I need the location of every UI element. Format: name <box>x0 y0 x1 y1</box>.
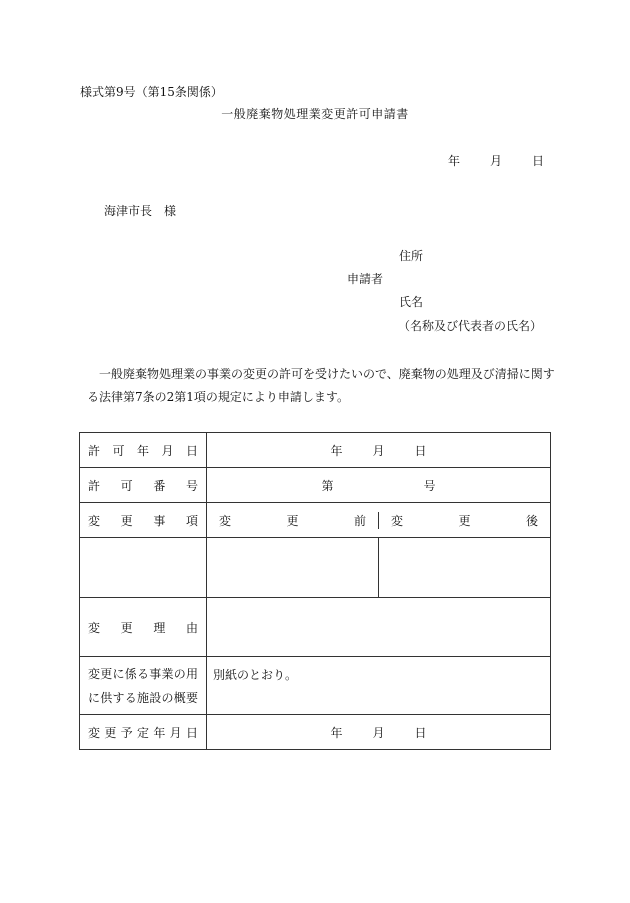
form-number: 様式第9号（第15条関係） <box>80 85 223 99</box>
after-content[interactable] <box>379 538 550 597</box>
reason-value[interactable] <box>207 598 551 657</box>
permit-number-label: 許可番号 <box>88 478 198 493</box>
permit-year-label: 年 <box>330 443 343 458</box>
before-content[interactable] <box>207 538 379 597</box>
change-content-cell <box>207 538 551 598</box>
row-change-items-header <box>80 503 551 538</box>
permit-number-prefix: 第 <box>321 478 334 493</box>
row-facility-overview <box>80 657 551 715</box>
facility-label-line1: 変更に係る事業の用 <box>88 666 198 681</box>
scheduled-year-label: 年 <box>330 725 343 740</box>
scheduled-date-label: 変更予定年月日 <box>88 725 198 740</box>
reason-label-cell <box>80 598 207 657</box>
permit-month-label: 月 <box>372 443 385 458</box>
change-items-label-cell <box>80 503 207 538</box>
row-permit-date <box>80 433 551 468</box>
permit-day-label: 日 <box>414 443 427 458</box>
scheduled-day-label: 日 <box>414 725 427 740</box>
applicant-label: 申請者 <box>347 272 384 286</box>
permit-number-suffix: 号 <box>423 478 436 493</box>
reason-label: 変更理由 <box>88 620 198 635</box>
before-label: 変更前 <box>219 513 366 528</box>
change-items-label: 変更事項 <box>88 513 198 528</box>
permit-number-value[interactable] <box>207 468 551 503</box>
facility-label-line2: に供する施設の概要 <box>88 690 198 705</box>
application-statement: 一般廃棄物処理業の事業の変更の許可を受けたいので、廃棄物の処理及び清掃に関する法律第7条の2第1項の規定により申請します。 <box>87 367 555 404</box>
facility-label-cell <box>80 657 207 715</box>
permit-number-label-cell <box>80 468 207 503</box>
name-label: 氏名 <box>399 295 424 309</box>
scheduled-date-value[interactable] <box>207 715 551 750</box>
change-items-blank-cell <box>80 538 207 598</box>
addressee: 海津市長 様 <box>104 204 177 218</box>
date-month-label: 月 <box>490 154 503 168</box>
row-change-items-content <box>80 538 551 598</box>
permit-date-value[interactable] <box>207 433 551 468</box>
facility-value-text: 別紙のとおり。 <box>213 668 298 682</box>
address-label: 住所 <box>399 249 424 263</box>
row-permit-number <box>80 468 551 503</box>
document-title: 一般廃棄物処理業変更許可申請書 <box>221 107 409 121</box>
document-date <box>448 155 544 167</box>
facility-value[interactable] <box>207 657 551 715</box>
date-year-label: 年 <box>448 154 461 168</box>
row-change-reason <box>80 598 551 657</box>
date-day-label: 日 <box>532 154 545 168</box>
row-scheduled-date <box>80 715 551 750</box>
after-label: 変更後 <box>391 513 538 528</box>
scheduled-date-label-cell <box>80 715 207 750</box>
permit-date-label: 許可年月日 <box>88 443 198 458</box>
name-note: （名称及び代表者の氏名） <box>398 319 543 333</box>
change-before-after-header <box>207 503 551 538</box>
scheduled-month-label: 月 <box>372 725 385 740</box>
permit-date-label-cell <box>80 433 207 468</box>
application-table <box>79 432 551 750</box>
